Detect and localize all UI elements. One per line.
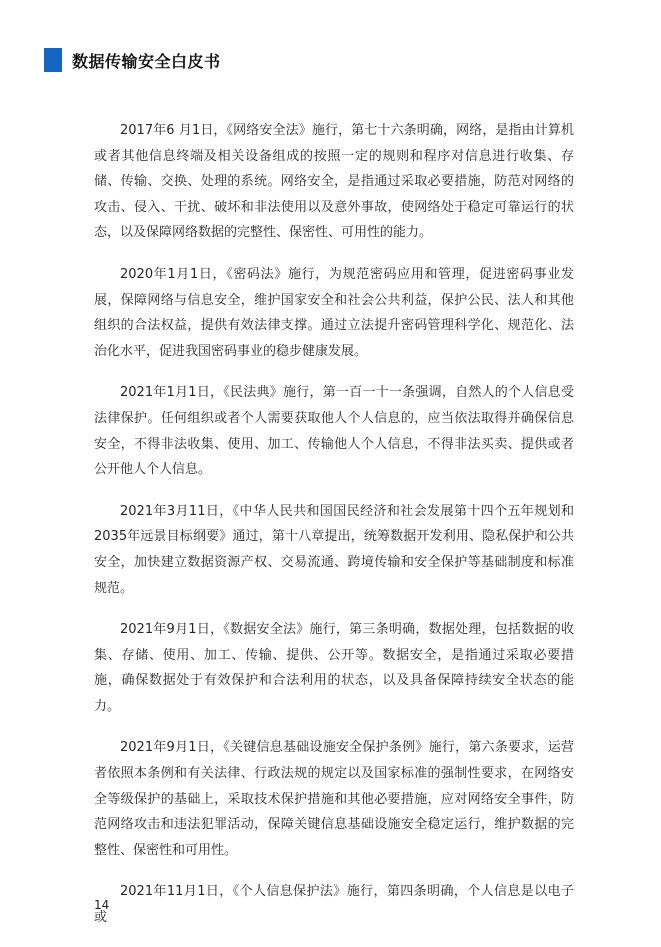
- body-content: [94, 118, 574, 947]
- paragraph-five-year-plan: 2021年3月11日，《中华人民共和国国民经济和社会发展第十四个五年规划和2035年远景目标纲要》通过，第十八章提出，统筹数据开发利用、隐私保护和公共安全，加快建立数据资源产权、交易流通、跨境传输和安全保护等基础制度和标准规范。: [94, 503, 574, 596]
- page-header: [44, 48, 221, 72]
- page-number: 14: [94, 898, 110, 912]
- paragraph-civil-code: 2021年1月1日，《民法典》施行，第一百一十一条强调，自然人的个人信息受法律保护。任何组织或者个人需要获取他人个人信息的，应当依法取得并确保信息安全，不得非法收集、使用、加工、传输他人个人信息，不得非法买卖、提供或者公开他人个人信息。: [94, 385, 574, 478]
- paragraph-data-security-law: 2021年9月1日，《数据安全法》施行，第三条明确，数据处理，包括数据的收集、存储、使用、加工、传输、提供、公开等。数据安全，是指通过采取必要措施，确保数据处于有效保护和合法利用的状态，以及具备保障持续安全状态的能力。: [94, 622, 574, 714]
- header-accent-bar: [44, 48, 62, 72]
- paragraph-cryptography-law: 2020年1月1日，《密码法》施行，为规范密码应用和管理，促进密码事业发展，保障网络与信息安全，维护国家安全和社会公共利益，保护公民、法人和其他组织的合法权益，提供有效法律支撑。通过立法提升密码管理科学化、规范化、法治化水平，促进我国密码事业的稳步健康发展。: [94, 266, 574, 359]
- document-title: 数据传输安全白皮书: [72, 51, 221, 71]
- paragraph-cii-regulation: 2021年9月1日，《关键信息基础设施安全保护条例》施行，第六条要求，运营者依照本条例和有关法律、行政法规的规定以及国家标准的强制性要求，在网络安全等级保护的基础上，采取技术保护措施和其他必要措施，应对网络安全事件，防范网络攻击和违法犯罪活动，保障关键信息基础设施安全稳定运行，维护数据的完整性、保密性和可用性。: [94, 740, 574, 858]
- paragraph-pipl: 2021年11月1日，《个人信息保护法》施行，第四条明确，个人信息是以电子或: [94, 884, 574, 926]
- paragraph-cybersecurity-law: 2017年6 月1日，《网络安全法》施行，第七十六条明确，网络，是指由计算机或者其他信息终端及相关设备组成的按照一定的规则和程序对信息进行收集、存储、传输、交换、处理的系统。网络安全，是指通过采取必要措施，防范对网络的攻击、侵入、干扰、破坏和非法使用以及意外事故，使网络处于稳定可靠运行的状态，以及保障网络数据的完整性、保密性、可用性的能力。: [94, 123, 574, 241]
